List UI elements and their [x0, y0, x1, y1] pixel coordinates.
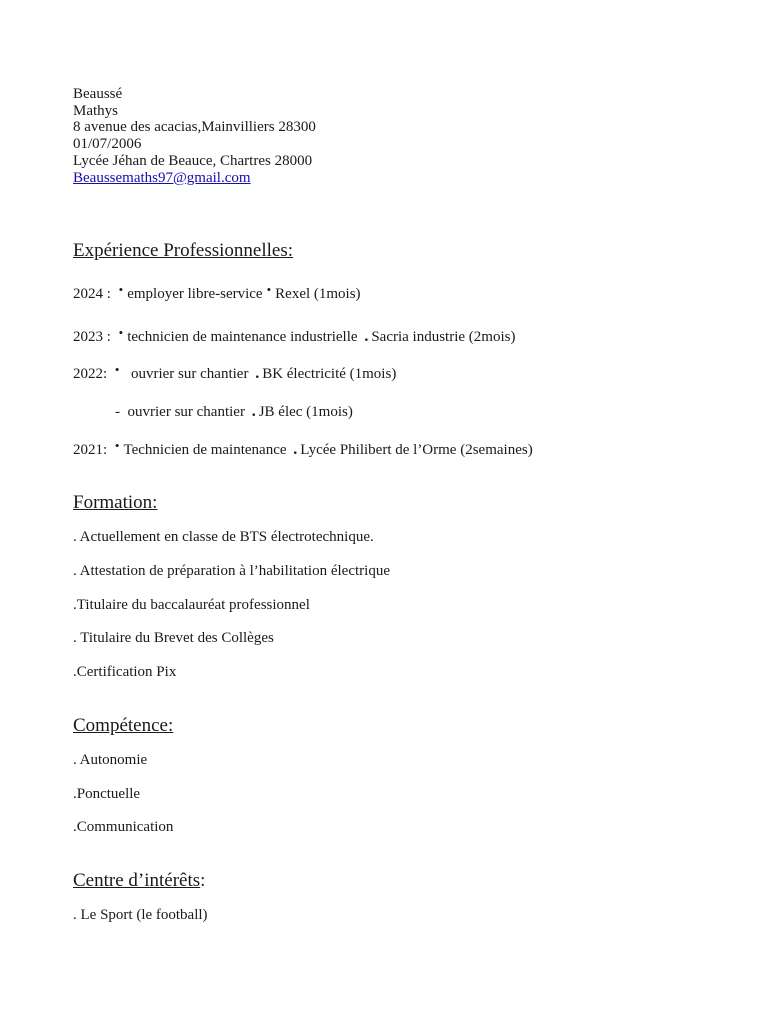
- formation-item: .Titulaire du baccalauréat professionnel: [73, 597, 310, 613]
- formation-item: . Attestation de préparation à l’habilitation électrique: [73, 563, 390, 579]
- bullet-dot: •: [118, 282, 124, 297]
- bullet-dot: •: [266, 282, 272, 297]
- experience-item: 2021: • Technicien de maintenance . Lycée Philibert de l’Orme (2semaines): [73, 438, 533, 458]
- formation-item: . Actuellement en classe de BTS électrotechnique.: [73, 529, 374, 545]
- experience-item: 2023 : • technicien de maintenance industrielle . Sacria industrie (2mois): [73, 325, 516, 345]
- last-name: Beaussé: [73, 86, 123, 102]
- competence-item: .Ponctuelle: [73, 786, 141, 802]
- bullet-dot: •: [114, 438, 120, 453]
- competence-item: . Autonomie: [73, 752, 148, 768]
- formation-title: Formation:: [73, 492, 158, 513]
- bullet-dot: •: [118, 325, 124, 340]
- bullet-dot: •: [114, 362, 120, 377]
- contact-block: [73, 86, 316, 186]
- interest-item: . Le Sport (le football): [73, 907, 208, 923]
- first-name: Mathys: [73, 102, 118, 119]
- competence-item: .Communication: [73, 819, 174, 835]
- formation-item: . Titulaire du Brevet des Collèges: [73, 630, 274, 646]
- experience-item: 2022: • ouvrier sur chantier . BK électricité (1mois): [73, 362, 397, 382]
- experience-item: 2024 : • employer libre-service • Rexel (1mois): [73, 282, 361, 302]
- competence-title: Compétence:: [73, 715, 174, 736]
- experience-item: - ouvrier sur chantier . JB élec (1mois): [115, 403, 353, 420]
- birth-date: 01/07/2006: [73, 136, 142, 153]
- interests-title: Centre d’intérêts:: [73, 870, 206, 891]
- bullet-dot: .: [293, 441, 298, 458]
- experience-title: Expérience Professionnelles:: [73, 240, 294, 261]
- bullet-dot: .: [251, 403, 256, 420]
- school: Lycée Jéhan de Beauce, Chartres 28000: [73, 152, 313, 169]
- address: 8 avenue des acacias,Mainvilliers 28300: [73, 119, 316, 136]
- email-link[interactable]: Beaussemaths97@gmail.com: [73, 169, 251, 186]
- bullet-dot: .: [255, 365, 260, 382]
- formation-item: .Certification Pix: [73, 664, 177, 680]
- bullet-dot: .: [364, 328, 369, 345]
